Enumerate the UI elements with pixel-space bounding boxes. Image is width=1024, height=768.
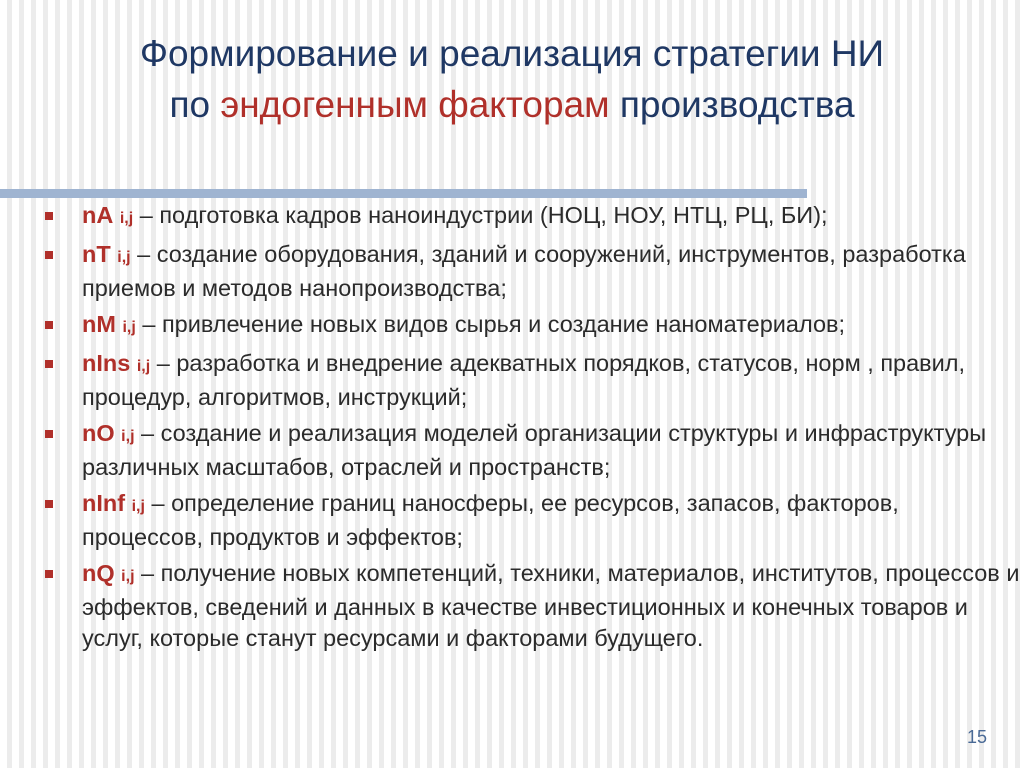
square-bullet-icon <box>45 360 53 368</box>
item-subscript: i,j <box>121 428 135 445</box>
item-code: nA <box>82 202 114 228</box>
item-text: – создание оборудования, зданий и сооружений, инструментов, разработка приемов и методов нанопроизводства; <box>82 241 966 301</box>
square-bullet-icon <box>45 430 53 438</box>
list-item <box>45 558 1020 654</box>
item-code: nInf <box>82 490 126 516</box>
square-bullet-icon <box>45 500 53 508</box>
list-item <box>45 418 1020 483</box>
list-item <box>45 309 1020 343</box>
square-bullet-icon <box>45 251 53 259</box>
page-number: 15 <box>966 727 987 747</box>
item-subscript: i,j <box>122 319 136 336</box>
item-code: nO <box>82 420 115 446</box>
item-code: nQ <box>82 560 115 586</box>
list-item <box>45 239 1020 304</box>
title-line-1: Формирование и реализация стратегии НИ <box>139 33 885 74</box>
item-text: – создание и реализация моделей организации структуры и инфраструктуры различных масштабов, отраслей и пространств; <box>82 420 987 480</box>
title-accent: эндогенным факторам <box>220 84 610 125</box>
item-text: – получение новых компетенций, техники, материалов, институтов, процессов и эффектов, сведений и данных в качестве инвестиционных и конечных товаров и услуг, которые станут ресурсами и факторами будущего. <box>82 560 1020 651</box>
title-divider <box>0 189 807 198</box>
item-subscript: i,j <box>131 498 145 515</box>
list-item <box>45 348 1020 413</box>
item-text: – привлечение новых видов сырья и создание наноматериалов; <box>135 311 846 337</box>
item-code: nT <box>82 241 111 267</box>
item-subscript: i,j <box>136 358 151 375</box>
item-code: nIns <box>82 350 131 376</box>
item-text: – определение границ наносферы, ее ресурсов, запасов, факторов, процессов, продуктов и эффектов; <box>82 490 899 550</box>
title-line-2-suffix: производства <box>609 84 855 125</box>
title-line-2 <box>0 79 1024 130</box>
item-subscript: i,j <box>121 568 135 585</box>
slide-title <box>0 28 1024 130</box>
item-subscript: i,j <box>117 249 131 266</box>
item-text: – разработка и внедрение адекватных порядков, статусов, норм , правил, процедур, алгоритмов, инструкций; <box>82 350 966 410</box>
title-line-2-prefix: по <box>169 84 221 125</box>
list-item <box>45 488 1020 553</box>
list-item <box>45 200 1020 234</box>
square-bullet-icon <box>45 321 53 329</box>
square-bullet-icon <box>45 570 53 578</box>
item-code: nM <box>82 311 116 337</box>
square-bullet-icon <box>45 212 53 220</box>
bullet-list <box>45 200 1020 659</box>
item-text: – подготовка кадров наноиндустрии (НОЦ, НОУ, НТЦ, РЦ, БИ); <box>133 202 828 228</box>
item-subscript: i,j <box>119 210 134 227</box>
